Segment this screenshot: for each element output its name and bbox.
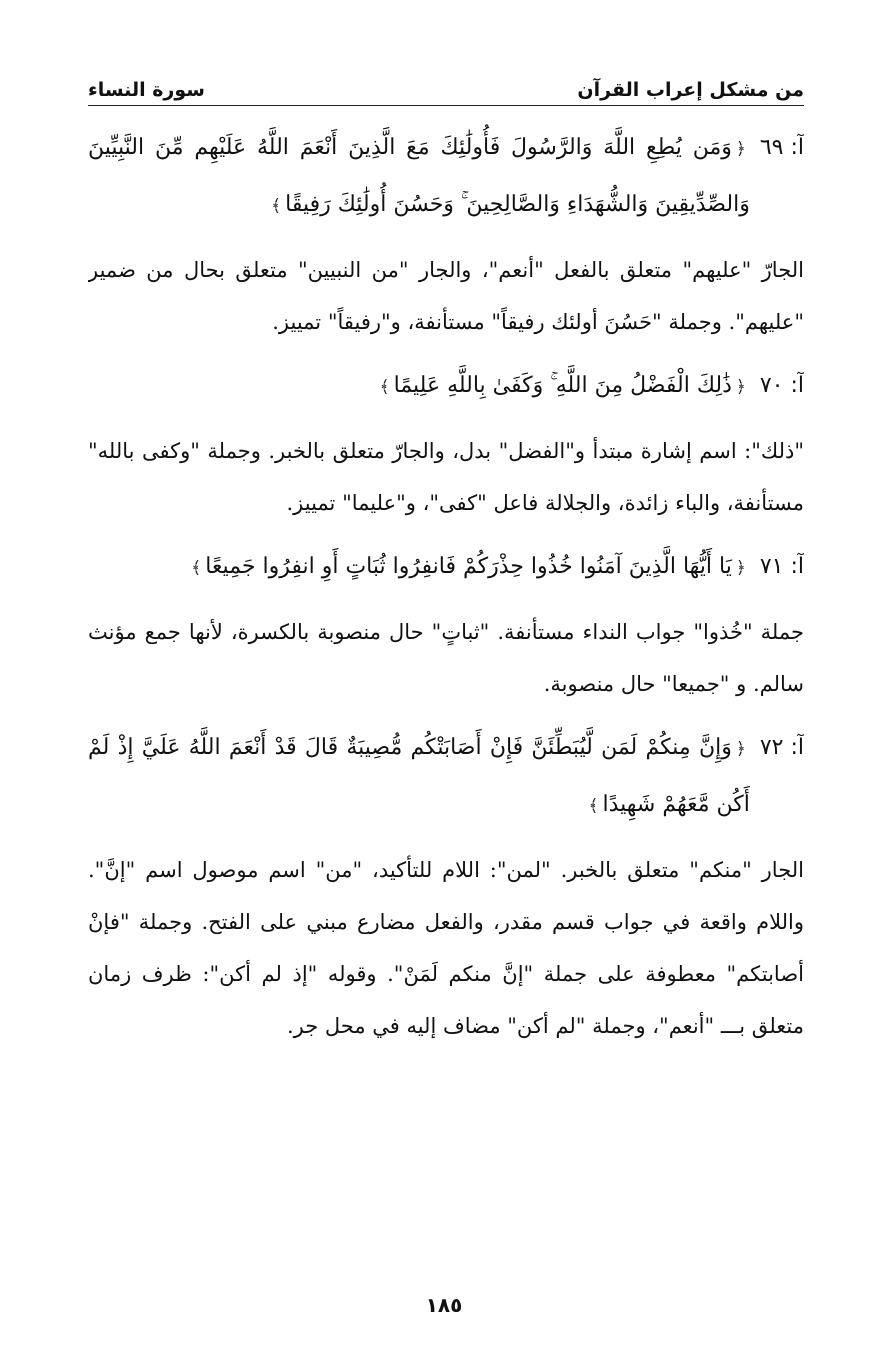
page-number: ١٨٥ [425,1293,463,1317]
grammar-paragraph: الجار "منكم" متعلق بالخبر. "لمن": اللام للتأكيد، "من" اسم موصول اسم "إنَّ". واللام واقعة في جواب قسم مقدر، والفعل مضارع مبني على الفتح. وجملة "فإنْ أصابتكم" معطوفة على جملة "إنَّ منكم لَمَنْ". وقوله "إذ لم أكن": ظرف زمان متعلق بـــ "أنعم"، وجملة "لم أكن" مضاف إليه في محل جر. [88,858,804,1038]
grammar-paragraph: جملة "خُذوا" جواب النداء مستأنفة. "ثباتٍ" حال منصوبة بالكسرة، لأنها جمع مؤنث سالم. و "جميعا" حال منصوبة. [88,620,804,696]
verse-text [88,539,750,596]
verse-body: وَإِنَّ مِنكُمْ لَمَن لَّيُبَطِّئَنَّ فَإِنْ أَصَابَتْكُم مُّصِيبَةٌ قَالَ قَدْ أَنْعَمَ اللَّهُ عَلَيَّ إِذْ لَمْ أَكُن مَّعَهُمْ شَهِيدًا [88,735,750,817]
ornate-bracket-open-icon: ﴿ [735,739,746,759]
verse-text [88,120,750,234]
ornate-bracket-close-icon: ﴾ [588,796,599,816]
verse-text [88,358,750,415]
verse-block-72 [88,720,804,834]
ornate-bracket-close-icon: ﴾ [191,558,202,578]
verse-body: ذَٰلِكَ الْفَضْلُ مِنَ اللَّهِ ۚ وَكَفَىٰ بِاللَّهِ عَلِيمًا [393,373,732,398]
ornate-bracket-open-icon: ﴿ [735,377,746,397]
verse-number: آ: ٧٠ [759,373,804,398]
book-title: من مشكل إعراب القرآن [577,79,804,101]
page-body [88,112,804,1279]
verse-number: آ: ٦٩ [759,135,804,160]
verse-number: آ: ٧١ [759,554,804,579]
verse-number: آ: ٧٢ [759,735,804,760]
ornate-bracket-close-icon: ﴾ [271,196,282,216]
verse-block-71 [88,539,804,596]
surah-title: سورة النساء [88,79,205,101]
grammar-paragraph: الجارّ "عليهم" متعلق بالفعل "أنعم"، والجار "من النبيين" متعلق بحال من ضمير "عليهم". وجملة "حَسُنَ أولئك رفيقاً" مستأنفة، و"رفيقاً" تمييز. [88,258,804,334]
ornate-bracket-open-icon: ﴿ [735,139,746,159]
ornate-bracket-close-icon: ﴾ [379,377,390,397]
verse-body: وَمَن يُطِعِ اللَّهَ وَالرَّسُولَ فَأُولَٰئِكَ مَعَ الَّذِينَ أَنْعَمَ اللَّهُ عَلَيْهِم مِّنَ النَّبِيِّينَ وَالصِّدِّيقِينَ وَالشُّهَدَاءِ وَالصَّالِحِينَ ۚ وَحَسُنَ أُولَٰئِكَ رَفِيقًا [88,135,750,217]
ornate-bracket-open-icon: ﴿ [735,558,746,578]
verse-block-70 [88,358,804,415]
running-header [88,72,804,106]
verse-block-69 [88,120,804,234]
grammar-paragraph: "ذلك": اسم إشارة مبتدأ و"الفضل" بدل، والجارّ متعلق بالخبر. وجملة "وكفى بالله" مستأنفة، والباء زائدة، والجلالة فاعل "كفى"، و"عليما" تمييز. [88,439,804,515]
verse-text [88,720,750,834]
verse-body: يَا أَيُّهَا الَّذِينَ آمَنُوا خُذُوا حِذْرَكُمْ فَانفِرُوا ثُبَاتٍ أَوِ انفِرُوا جَمِيعًا [205,554,732,579]
